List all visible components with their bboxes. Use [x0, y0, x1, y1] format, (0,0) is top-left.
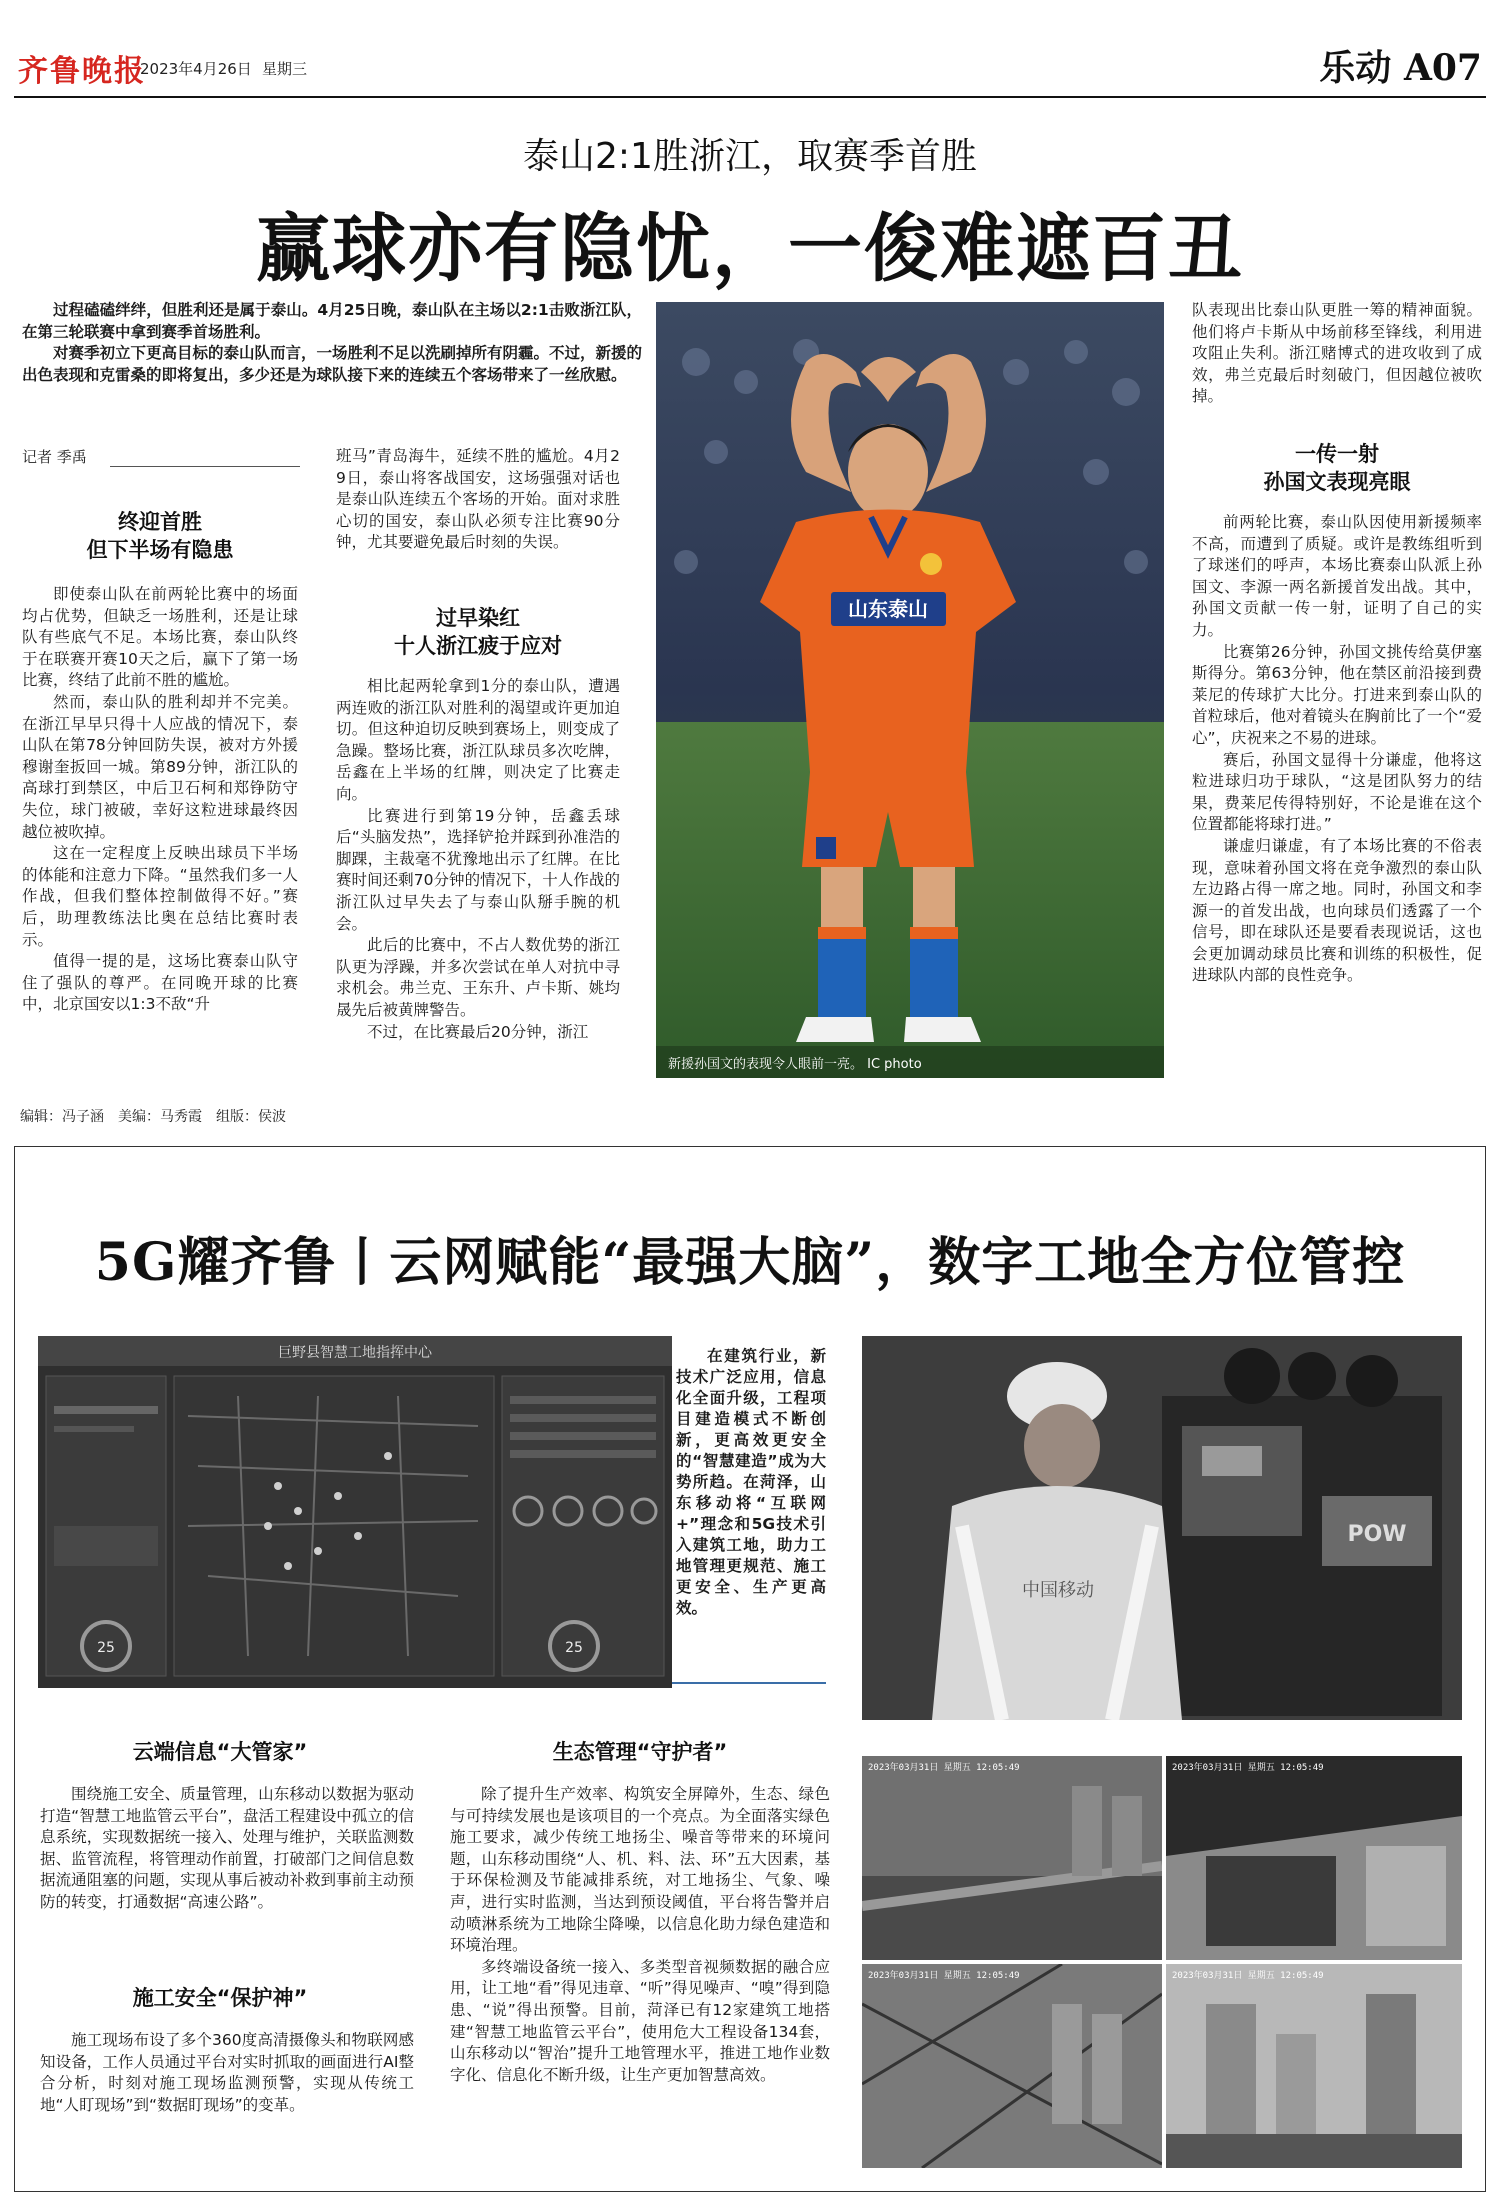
article-headline: 赢球亦有隐忧，一俊难遮百丑	[256, 206, 1244, 292]
issue-date: 2023年4月26日	[140, 60, 252, 78]
section-label: 乐动 A07	[1319, 47, 1482, 89]
photo-caption: 新援孙国文的表现令人眼前一亮。 IC photo	[656, 1046, 1164, 1078]
camera-feed-3	[862, 1964, 1162, 2168]
col1-paragraph: 这在一定程度上反映出球员下半场的体能和注意力下降。“虽然我们多一人作战，但我们整体控制做得不好。”赛后，助理教练法比奥在总结比赛时表示。	[22, 844, 298, 949]
article-kicker: 泰山2:1胜浙江，取赛季首胜	[523, 136, 977, 177]
col1-paragraph: 然而，泰山队的胜利却并不完美。在浙江早早只得十人应战的情况下，泰山队在第78分钟回防失误，被对方外援穆谢奎扳回一城。第89分钟，浙江队的高球打到禁区，中后卫石柯和郑铮防守失位，球门被破，幸好这粒进球最终因越位被吹掉。	[22, 692, 298, 841]
col2-paragraph: 班马”青岛海牛，延续不胜的尴尬。4月29日，泰山将客战国安，这场强强对话也是泰山队连续五个客场的开始。面对求胜心切的国安，泰山队必须专注比赛90分钟，尤其要避免最后时刻的失误。	[336, 447, 620, 552]
col3-top-body	[1192, 300, 1482, 408]
ad-intro	[676, 1346, 826, 1619]
issue-weekday: 星期三	[262, 60, 308, 78]
col3-paragraph: 队表现出比泰山队更胜一筹的精神面貌。他们将卢卡斯从中场前移至锋线，利用进攻阻止失利。浙江赌博式的进攻收到了成效，弗兰克最后时刻破门，但因越位被吹掉。	[1192, 301, 1482, 406]
eco-body	[450, 1784, 830, 2086]
article-intro	[22, 300, 642, 386]
ad-intro-paragraph: 在建筑行业，新技术广泛应用，信息化全面升级，工程项目建造模式不断创新，更高效更安全的“智慧建造”成为大势所趋。在菏泽，山东移动将“互联网+”理念和5G技术引入建筑工地，助力工地管理更规范、施工更安全、生产更高效。	[676, 1347, 826, 1617]
cloud-subhead: 云端信息“大管家”	[132, 1740, 308, 1764]
eco-paragraph: 除了提升生产效率、构筑安全屏障外，生态、绿色与可持续发展也是该项目的一个亮点。为全面落实绿色施工要求，减少传统工地扬尘、噪音等带来的环境问题，山东移动围绕“人、机、料、法、环”五大因素，基于环保检测及节能减排系统，对工地扬尘、气象、噪声，进行实时监测，当达到预设阈值，平台将告警并启动喷淋系统为工地除尘降噪，以信息化助力绿色建造和环境治理。	[450, 1785, 830, 1955]
byline-rule	[110, 466, 300, 467]
dashboard-illustration	[38, 1336, 672, 1688]
dashboard-gauge-left: 25	[97, 1640, 115, 1656]
col2-body	[336, 676, 620, 1043]
camera-feed-1	[862, 1756, 1162, 1960]
eco-subhead: 生态管理“守护者”	[552, 1740, 728, 1764]
col2-top-body	[336, 446, 620, 554]
col3-paragraph: 前两轮比赛，泰山队因使用新援频率不高，而遭到了质疑。或许是教练组听到了球迷们的呼声，本场比赛泰山队派上孙国文、李源一两名新援首发出战。其中，孙国文贡献一传一射，证明了自己的实力。	[1192, 513, 1482, 639]
header-rule	[14, 96, 1486, 98]
intro-paragraph-2: 对赛季初立下更高目标的泰山队而言，一场胜利不足以洗刷掉所有阴霾。不过，新援的出色表现和克雷桑的即将复出，多少还是为球队接下来的连续五个客场带来了一丝欣慰。	[22, 344, 643, 384]
safety-body	[40, 2030, 414, 2116]
worker-photo	[862, 1336, 1462, 1720]
col3-subhead: 一传一射 孙国文表现亮眼	[1263, 442, 1411, 494]
intro-paragraph-1: 过程磕磕绊绊，但胜利还是属于泰山。4月25日晚，泰山队在主场以2:1击败浙江队，在第三轮联赛中拿到赛季首场胜利。	[22, 301, 642, 341]
col3-paragraph: 赛后，孙国文显得十分谦虚，他将这粒进球归功于球队，“这是团队努力的结果，费莱尼传得特别好，不论是谁在这个位置都能将球打进。”	[1192, 750, 1482, 834]
safety-subhead: 施工安全“保护神”	[132, 1986, 308, 2010]
worker-illustration	[862, 1336, 1462, 1720]
byline: 记者 季禹	[22, 448, 87, 466]
camera-1-timestamp: 2023年03月31日 星期五 12:05:49	[868, 1763, 1020, 1773]
camera-3-timestamp: 2023年03月31日 星期五 12:05:49	[868, 1971, 1020, 1981]
machine-text: POW	[1347, 1522, 1407, 1547]
col3-body	[1192, 512, 1482, 987]
ad-intro-rule	[672, 1682, 826, 1684]
camera-feed-4	[1166, 1964, 1462, 2168]
camera-4-timestamp: 2023年03月31日 星期五 12:05:49	[1172, 1971, 1324, 1981]
newspaper-logo: 齐鲁晚报	[18, 54, 146, 89]
jersey-text: 山东泰山	[848, 597, 928, 621]
col2-paragraph: 不过，在比赛最后20分钟，浙江	[367, 1022, 589, 1041]
camera-feed-2-illustration	[1166, 1756, 1462, 1960]
dashboard-image	[38, 1336, 672, 1688]
col2-paragraph: 此后的比赛中，不占人数优势的浙江队更为浮躁，并多次尝试在单人对抗中寻求机会。弗兰克、王东升、卢卡斯、姚均晟先后被黄牌警告。	[336, 936, 620, 1019]
col1-paragraph: 值得一提的是，这场比赛泰山队守住了强队的尊严。在同晚开球的比赛中，北京国安以1:3不敌“升	[22, 952, 298, 1014]
cloud-paragraph: 围绕施工安全、质量管理，山东移动以数据为驱动打造“智慧工地监管云平台”，盘活工程建设中孤立的信息系统，实现数据统一接入、处理与维护，关联监测数据、监管流程，将管理动作前置，打破部门之间信息数据流通阻塞的问题，实现从事后被动补救到事前主动预防的转变，打通数据“高速公路”。	[40, 1785, 414, 1911]
camera-2-timestamp: 2023年03月31日 星期五 12:05:49	[1172, 1763, 1324, 1773]
dashboard-gauge-right: 25	[565, 1640, 583, 1656]
camera-feed-2	[1166, 1756, 1462, 1960]
col2-paragraph: 比赛进行到第19分钟，岳鑫丢球后“头脑发热”，选择铲抢并踩到孙准浩的脚踝，主裁毫不犹豫地出示了红牌。在比赛时间还剩70分钟的情况下，十人作战的浙江队过早失去了与泰山队掰手腕的机会。	[336, 806, 620, 933]
cloud-body	[40, 1784, 414, 1914]
camera-feed-1-illustration	[862, 1756, 1162, 1960]
dashboard-title: 巨野县智慧工地指挥中心	[278, 1345, 432, 1361]
col2-paragraph: 相比起两轮拿到1分的泰山队，遭遇两连败的浙江队对胜利的渴望或许更加迫切。但这种迫切反映到赛场上，则变成了急躁。整场比赛，浙江队球员多次吃牌，岳鑫在上半场的红牌，则决定了比赛走向。	[336, 677, 620, 803]
vest-text: 中国移动	[1022, 1580, 1094, 1601]
col3-paragraph: 谦虚归谦虚，有了本场比赛的不俗表现，意味着孙国文将在竞争激烈的泰山队左边路占得一席之地。同时，孙国文和李源一的首发出战，也向球员们透露了一个信号，即在球队还是要看表现说话，这也会更加调动球员比赛和训练的积极性，促进球队内部的良性竞争。	[1192, 836, 1482, 985]
col2-subhead: 过早染红 十人浙江疲于应对	[394, 606, 562, 658]
col1-paragraph: 即使泰山队在前两轮比赛中的场面均占优势，但缺乏一场胜利，还是让球队有些底气不足。本场比赛，泰山队终于在联赛开赛10天之后，赢下了第一场比赛，终结了此前不胜的尴尬。	[22, 585, 298, 690]
col1-subhead: 终迎首胜 但下半场有隐患	[86, 510, 234, 562]
camera-feed-4-illustration	[1166, 1964, 1462, 2168]
player-photo-illustration	[656, 302, 1164, 1078]
col1-body	[22, 584, 298, 1016]
ad-title: 5G耀齐鲁丨云网赋能“最强大脑”，数字工地全方位管控	[94, 1232, 1406, 1293]
col3-paragraph: 比赛第26分钟，孙国文挑传给莫伊塞斯得分。第63分钟，他在禁区前沿接到费莱尼的传球扩大比分。打进来到泰山队的首粒球后，他对着镜头在胸前比了一个“爱心”，庆祝来之不易的进球。	[1192, 642, 1482, 747]
article-photo	[656, 302, 1164, 1078]
safety-paragraph: 施工现场布设了多个360度高清摄像头和物联网感知设备，工作人员通过平台对实时抓取的画面进行AI整合分析，时刻对施工现场监测预警，实现从传统工地“人盯现场”到“数据盯现场”的变革。	[40, 2031, 414, 2114]
camera-feed-3-illustration	[862, 1964, 1162, 2168]
eco-paragraph: 多终端设备统一接入、多类型音视频数据的融合应用，让工地“看”得见违章、“听”得见噪声、“嗅”得到隐患、“说”得出预警。目前，菏泽已有12家建筑工地搭建“智慧工地监管云平台”，使用危大工程设备134套，山东移动以“智治”提升工地管理水平，推进工地作业数字化、信息化不断升级，让生产更加智慧高效。	[450, 1957, 830, 2084]
editors-credit: 编辑：冯子涵 美编：马秀霞 组版：侯波	[20, 1109, 286, 1125]
